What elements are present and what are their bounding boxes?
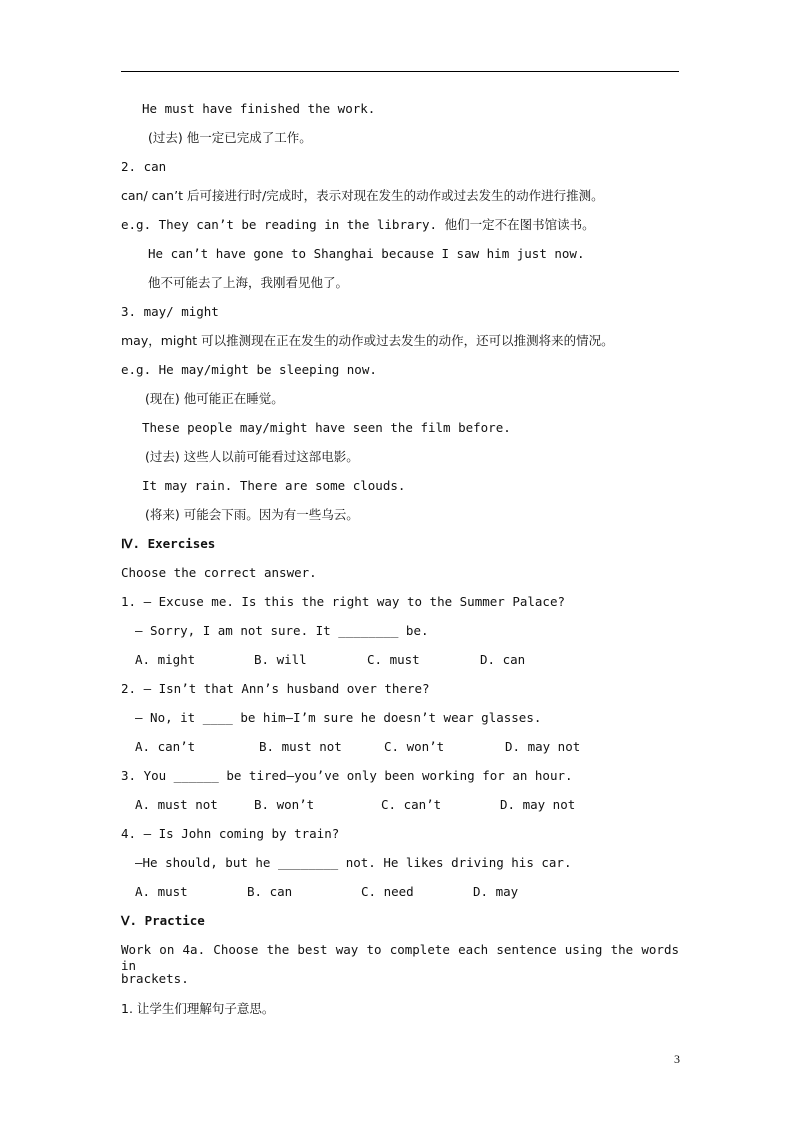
q2-option-c: C. won’t: [384, 739, 445, 754]
q4-response: —He should, but he ________ not. He likes driving his car.: [135, 855, 572, 870]
q1-option-b: B. will: [254, 652, 307, 667]
q3-option-a: A. must not: [135, 797, 218, 812]
q3-question: 3. You ______ be tired—you’ve only been working for an hour.: [121, 768, 573, 783]
q3-option-d: D. may not: [500, 797, 576, 812]
q4-option-a: A. must: [135, 884, 188, 899]
can-example-2-en: He can’t have gone to Shanghai because I saw him just now.: [148, 246, 585, 261]
may-example-1-zh: (现在) 他可能正在睡觉。: [145, 391, 284, 406]
practice-heading: Ⅴ. Practice: [121, 913, 205, 928]
q1-option-d: D. can: [480, 652, 526, 667]
q4-question: 4. — Is John coming by train?: [121, 826, 340, 841]
practice-instruction-line-1: Work on 4a. Choose the best way to complete each sentence using the words in: [121, 942, 679, 973]
q2-option-b: B. must not: [259, 739, 342, 754]
header-rule: [121, 71, 679, 72]
may-example-1-en: e.g. He may/might be sleeping now.: [121, 362, 377, 377]
can-example-2-zh: 他不可能去了上海，我刚看见他了。: [148, 275, 349, 290]
exercises-heading: Ⅳ. Exercises: [121, 536, 216, 551]
must-example-zh: (过去) 他一定已完成了工作。: [148, 130, 312, 145]
may-example-3-zh: (将来) 可能会下雨。因为有一些乌云。: [145, 507, 359, 522]
q1-option-c: C. must: [367, 652, 420, 667]
practice-instruction-line-2: brackets.: [121, 971, 189, 986]
page-number: 3: [674, 1052, 680, 1066]
can-rule: can/ can’t 后可接进行时/完成时，表示对现在发生的动作或过去发生的动作进行推测。: [121, 188, 604, 203]
can-example-1: e.g. They can’t be reading in the library. 他们一定不在图书馆读书。: [121, 217, 595, 232]
exercises-instruction: Choose the correct answer.: [121, 565, 317, 580]
q2-question: 2. — Isn’t that Ann’s husband over there?: [121, 681, 430, 696]
q2-response: — No, it ____ be him—I’m sure he doesn’t wear glasses.: [135, 710, 542, 725]
may-example-2-zh: (过去) 这些人以前可能看过这部电影。: [145, 449, 359, 464]
q4-option-c: C. need: [361, 884, 414, 899]
q4-option-d: D. may: [473, 884, 519, 899]
may-heading: 3. may/ might: [121, 304, 219, 319]
q2-option-a: A. can’t: [135, 739, 196, 754]
q1-question: 1. — Excuse me. Is this the right way to the Summer Palace?: [121, 594, 566, 609]
may-example-3-en: It may rain. There are some clouds.: [142, 478, 406, 493]
q2-option-d: D. may not: [505, 739, 581, 754]
practice-item-1: 1. 让学生们理解句子意思。: [121, 1001, 275, 1016]
q3-option-b: B. won’t: [254, 797, 315, 812]
may-example-2-en: These people may/might have seen the film before.: [142, 420, 511, 435]
may-rule: may，might 可以推测现在正在发生的动作或过去发生的动作，还可以推测将来的情况。: [121, 333, 614, 348]
can-heading: 2. can: [121, 159, 167, 174]
q1-response: — Sorry, I am not sure. It ________ be.: [135, 623, 429, 638]
q1-option-a: A. might: [135, 652, 196, 667]
q3-option-c: C. can’t: [381, 797, 442, 812]
must-example-en: He must have finished the work.: [142, 101, 376, 116]
q4-option-b: B. can: [247, 884, 293, 899]
